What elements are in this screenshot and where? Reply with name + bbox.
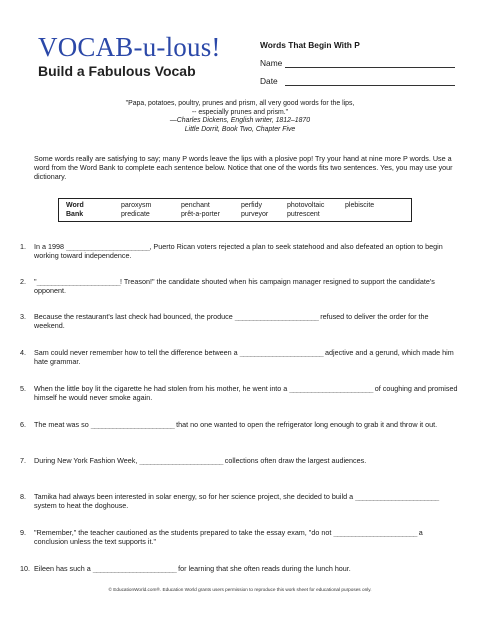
- word-bank-word: penchant: [181, 202, 210, 209]
- answer-blank[interactable]: _______________________: [139, 456, 223, 465]
- question-text: Eileen has such a _______________________ for learning that she often reads during the lunch hour.: [34, 564, 351, 573]
- question-number: 5.: [20, 384, 26, 393]
- question-number: 1.: [20, 242, 26, 251]
- question-item: [20, 312, 458, 331]
- answer-blank[interactable]: _______________________: [36, 277, 120, 286]
- question-item: [20, 456, 458, 465]
- question-item: [20, 564, 458, 573]
- date-field[interactable]: [260, 76, 455, 86]
- question-number: 10.: [20, 564, 30, 573]
- word-bank-word: prêt-a-porter: [181, 211, 220, 218]
- question-text: Tamika had always been interested in solar energy, so for her science project, she decided to build a _______________________ system to heat the doghouse.: [34, 492, 439, 511]
- question-number: 4.: [20, 348, 26, 357]
- word-bank: [58, 198, 412, 222]
- question-text: In a 1998 _______________________, Puerto Rican voters rejected a plan to seek statehood and also defeated an option to begin working toward independence.: [34, 242, 443, 261]
- answer-blank[interactable]: _______________________: [239, 348, 324, 357]
- word-bank-word: purveyor: [241, 211, 269, 218]
- answer-blank[interactable]: _______________________: [92, 564, 177, 573]
- question-number: 2.: [20, 277, 26, 286]
- question-number: 6.: [20, 420, 26, 429]
- question-text: "Remember," the teacher cautioned as the students prepared to take the essay exam, "do not _______________________ a conclusion unless the text supports it.": [34, 528, 423, 547]
- question-item: [20, 348, 458, 367]
- answer-blank[interactable]: _______________________: [355, 492, 439, 501]
- answer-blank[interactable]: _______________________: [234, 312, 319, 321]
- quote-line-1: "Papa, potatoes, poultry, prunes and prism, all very good words for the lips,: [125, 100, 355, 107]
- word-bank-word: photovoltaic: [287, 202, 325, 209]
- question-item: [20, 277, 458, 296]
- question-number: 9.: [20, 528, 26, 537]
- date-line[interactable]: [285, 76, 455, 86]
- quote-source: Little Dorrit, Book Two, Chapter Five: [184, 125, 296, 133]
- name-line[interactable]: [285, 58, 455, 68]
- instructions: Some words really are satisfying to say; many P words leave the lips with a plosive pop! Try your hand at nine more P words. Use a word from the Word Bank to complete each sentence below. Notice that one of the words fits two sentences. Yes, you may use your dictionary.: [34, 154, 453, 182]
- logo-title: VOCAB-u-lous!: [38, 32, 221, 62]
- question-text: During New York Fashion Week, _______________________ collections often draw the largest audiences.: [34, 456, 367, 465]
- worksheet-title: Words That Begin With P: [260, 40, 360, 50]
- word-bank-word: plebiscite: [345, 202, 375, 209]
- name-field[interactable]: [260, 58, 455, 68]
- quote-attribution: —Charles Dickens, English writer, 1812–1870: [169, 117, 311, 125]
- question-text: "_______________________! Treason!" the candidate shouted when his campaign manager resigned to support the candidate's opponent.: [34, 277, 435, 296]
- answer-blank[interactable]: _______________________: [90, 420, 175, 429]
- logo: [38, 34, 238, 79]
- quote-block: [0, 100, 480, 134]
- quote-line-2: -- especially prunes and prism.": [191, 108, 289, 116]
- question-text: Sam could never remember how to tell the difference between a _______________________ adjective and a gerund, which made him hate grammar.: [34, 348, 454, 367]
- question-text: The meat was so _______________________ that no one wanted to open the refrigerator long enough to grab it and throw it out.: [34, 420, 438, 429]
- name-label: Name: [260, 58, 283, 68]
- word-bank-word: paroxysm: [121, 202, 152, 209]
- question-number: 8.: [20, 492, 26, 501]
- question-text: Because the restaurant's last check had bounced, the produce _______________________ refused to deliver the order for the weekend.: [34, 312, 429, 331]
- copyright-footer: © EducationWorld.com®. Education World grants users permission to reproduce this work sheet for educational purposes only.: [108, 587, 372, 592]
- question-text: When the little boy lit the cigarette he had stolen from his mother, he went into a _______________________ of coughing and promised himself he would never smoke again.: [34, 384, 458, 403]
- logo-subtitle: Build a Fabulous Vocab: [38, 63, 196, 79]
- answer-blank[interactable]: _______________________: [289, 384, 373, 393]
- question-number: 3.: [20, 312, 26, 321]
- worksheet-header: [260, 40, 455, 86]
- word-bank-word: predicate: [121, 211, 150, 218]
- answer-blank[interactable]: _______________________: [333, 528, 417, 537]
- date-label: Date: [260, 76, 278, 86]
- question-item: [20, 528, 458, 547]
- question-number: 7.: [20, 456, 26, 465]
- question-item: [20, 492, 458, 511]
- question-item: [20, 420, 458, 429]
- question-item: [20, 384, 458, 403]
- question-item: [20, 242, 458, 261]
- answer-blank[interactable]: _______________________: [65, 242, 150, 251]
- word-bank-word: perfidy: [241, 202, 263, 209]
- word-bank-word: putrescent: [287, 211, 320, 218]
- word-bank-label: Word Bank: [66, 202, 84, 218]
